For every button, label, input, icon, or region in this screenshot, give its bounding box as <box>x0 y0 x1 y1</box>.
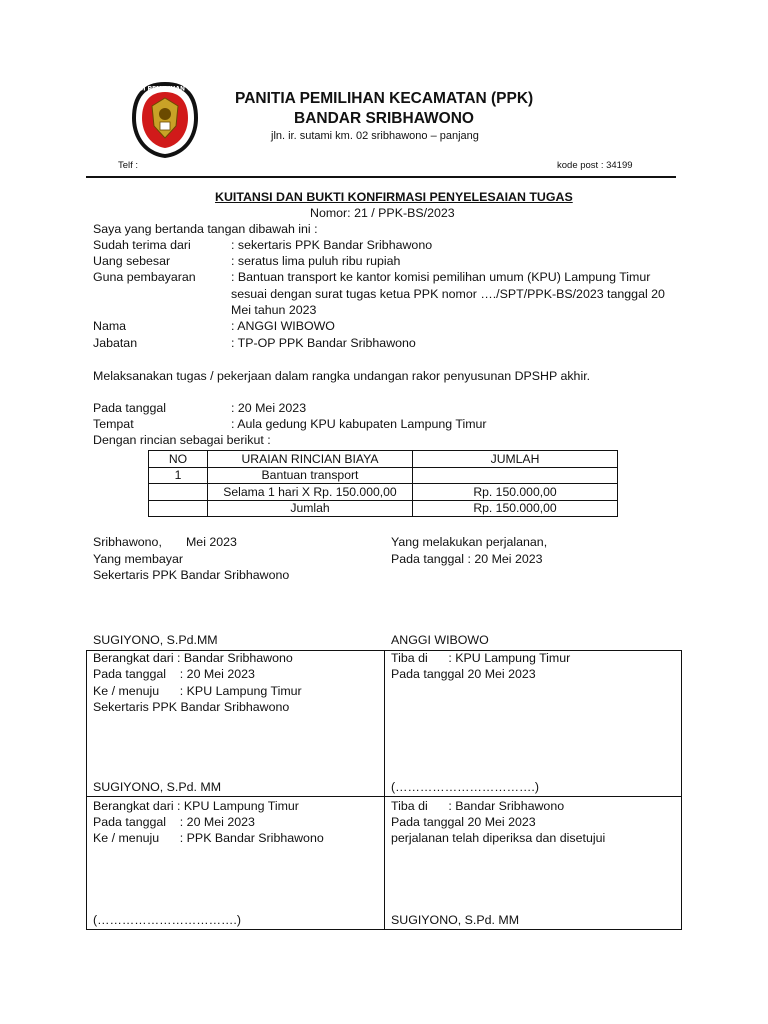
a-right-line-1: Tiba di : KPU Lampung Timur <box>391 651 571 665</box>
org-line2: BANDAR SRIBHAWONO <box>294 110 474 127</box>
a-left-line-1: Berangkat dari : Bandar Sribhawono <box>93 651 293 665</box>
terima-value: : sekertaris PPK Bandar Sribhawono <box>231 238 433 252</box>
header-no: NO <box>149 451 208 468</box>
left-signer-name: SUGIYONO, S.Pd.MM <box>93 633 218 647</box>
b-left-line-3: Ke / menuju : PPK Bandar Sribhawono <box>93 831 324 845</box>
table-row <box>149 500 618 517</box>
cell-jumlah: Rp. 150.000,00 <box>413 500 618 517</box>
nama-label: Nama <box>93 319 127 333</box>
rincian-text: Dengan rincian sebagai berikut : <box>93 433 271 447</box>
guna-label: Guna pembayaran <box>93 270 196 284</box>
telf-label: Telf : <box>118 160 139 171</box>
cell-no: 1 <box>149 467 208 484</box>
cost-table <box>148 450 618 517</box>
travel-divider-horizontal <box>86 796 681 797</box>
b-left-line-1: Berangkat dari : KPU Lampung Timur <box>93 799 299 813</box>
jabatan-label: Jabatan <box>93 336 138 350</box>
b-right-line-1: Tiba di : Bandar Sribhawono <box>391 799 565 813</box>
b-left-line-2: Pada tanggal : 20 Mei 2023 <box>93 815 255 829</box>
doc-title: KUITANSI DAN BUKTI KONFIRMASI PENYELESAIAN TUGAS <box>215 190 573 204</box>
nama-value: : ANGGI WIBOWO <box>231 319 335 333</box>
org-line1: PANITIA PEMILIHAN KECAMATAN (PPK) <box>235 90 534 107</box>
cell-uraian: Selama 1 hari X Rp. 150.000,00 <box>208 484 413 501</box>
jabatan-value: : TP-OP PPK Bandar Sribhawono <box>231 336 416 350</box>
header-uraian: URAIAN RINCIAN BIAYA <box>208 451 413 468</box>
left-role-2: Sekertaris PPK Bandar Sribhawono <box>93 568 290 582</box>
left-role-1: Yang membayar <box>93 552 183 566</box>
cell-no <box>149 500 208 517</box>
a-left-line-3: Ke / menuju : KPU Lampung Timur <box>93 684 302 698</box>
a-left-signature: SUGIYONO, S.Pd. MM <box>93 780 222 794</box>
tanggal-value: : 20 Mei 2023 <box>231 401 307 415</box>
uang-label: Uang sebesar <box>93 254 171 268</box>
kode-post: kode post : 34199 <box>557 160 633 171</box>
right-role-1: Yang melakukan perjalanan, <box>391 535 548 549</box>
a-right-signature: (…………………………….) <box>391 780 539 794</box>
doc-nomor: Nomor: 21 / PPK-BS/2023 <box>310 206 455 220</box>
logo-text: KOMISI PEMILIHAN UMUM <box>121 85 209 93</box>
guna-value-1: : Bantuan transport ke kantor komisi pemilihan umum (KPU) Lampung Timur <box>231 270 651 284</box>
address: jln. ir. sutami km. 02 sribhawono – panjang <box>271 130 479 142</box>
a-right-line-2: Pada tanggal 20 Mei 2023 <box>391 667 536 681</box>
uang-value: : seratus lima puluh ribu rupiah <box>231 254 401 268</box>
table-row <box>149 484 618 501</box>
intro-text: Saya yang bertanda tangan dibawah ini : <box>93 222 318 236</box>
tempat-label: Tempat <box>93 417 134 431</box>
tempat-value: : Aula gedung KPU kabupaten Lampung Timur <box>231 417 487 431</box>
b-left-signature: (…………………………….) <box>93 913 241 927</box>
table-row <box>149 467 618 484</box>
a-left-line-2: Pada tanggal : 20 Mei 2023 <box>93 667 255 681</box>
a-left-line-4: Sekertaris PPK Bandar Sribhawono <box>93 700 290 714</box>
cell-jumlah: Rp. 150.000,00 <box>413 484 618 501</box>
table-header-row <box>149 451 618 468</box>
kpu-logo <box>121 80 209 160</box>
cell-jumlah <box>413 467 618 484</box>
header-jumlah: JUMLAH <box>413 451 618 468</box>
guna-value-3: Mei tahun 2023 <box>231 303 317 317</box>
b-right-signature: SUGIYONO, S.Pd. MM <box>391 913 520 927</box>
b-right-line-3: perjalanan telah diperiksa dan disetujui <box>391 831 606 845</box>
cell-uraian: Bantuan transport <box>208 467 413 484</box>
header-rule <box>86 176 676 178</box>
task-text: Melaksanakan tugas / pekerjaan dalam rangka undangan rakor penyusunan DPSHP akhir. <box>93 369 591 383</box>
b-right-line-2: Pada tanggal 20 Mei 2023 <box>391 815 536 829</box>
right-date: Pada tanggal : 20 Mei 2023 <box>391 552 543 566</box>
guna-value-2: sesuai dengan surat tugas ketua PPK nomor …./SPT/PPK-BS/2023 tanggal 20 <box>231 287 665 301</box>
cell-no <box>149 484 208 501</box>
terima-label: Sudah terima dari <box>93 238 191 252</box>
right-signer-name: ANGGI WIBOWO <box>391 633 489 647</box>
left-place-date: Sribhawono, Mei 2023 <box>93 535 237 549</box>
travel-divider-vertical <box>384 650 385 929</box>
tanggal-label: Pada tanggal <box>93 401 167 415</box>
cell-uraian: Jumlah <box>208 500 413 517</box>
